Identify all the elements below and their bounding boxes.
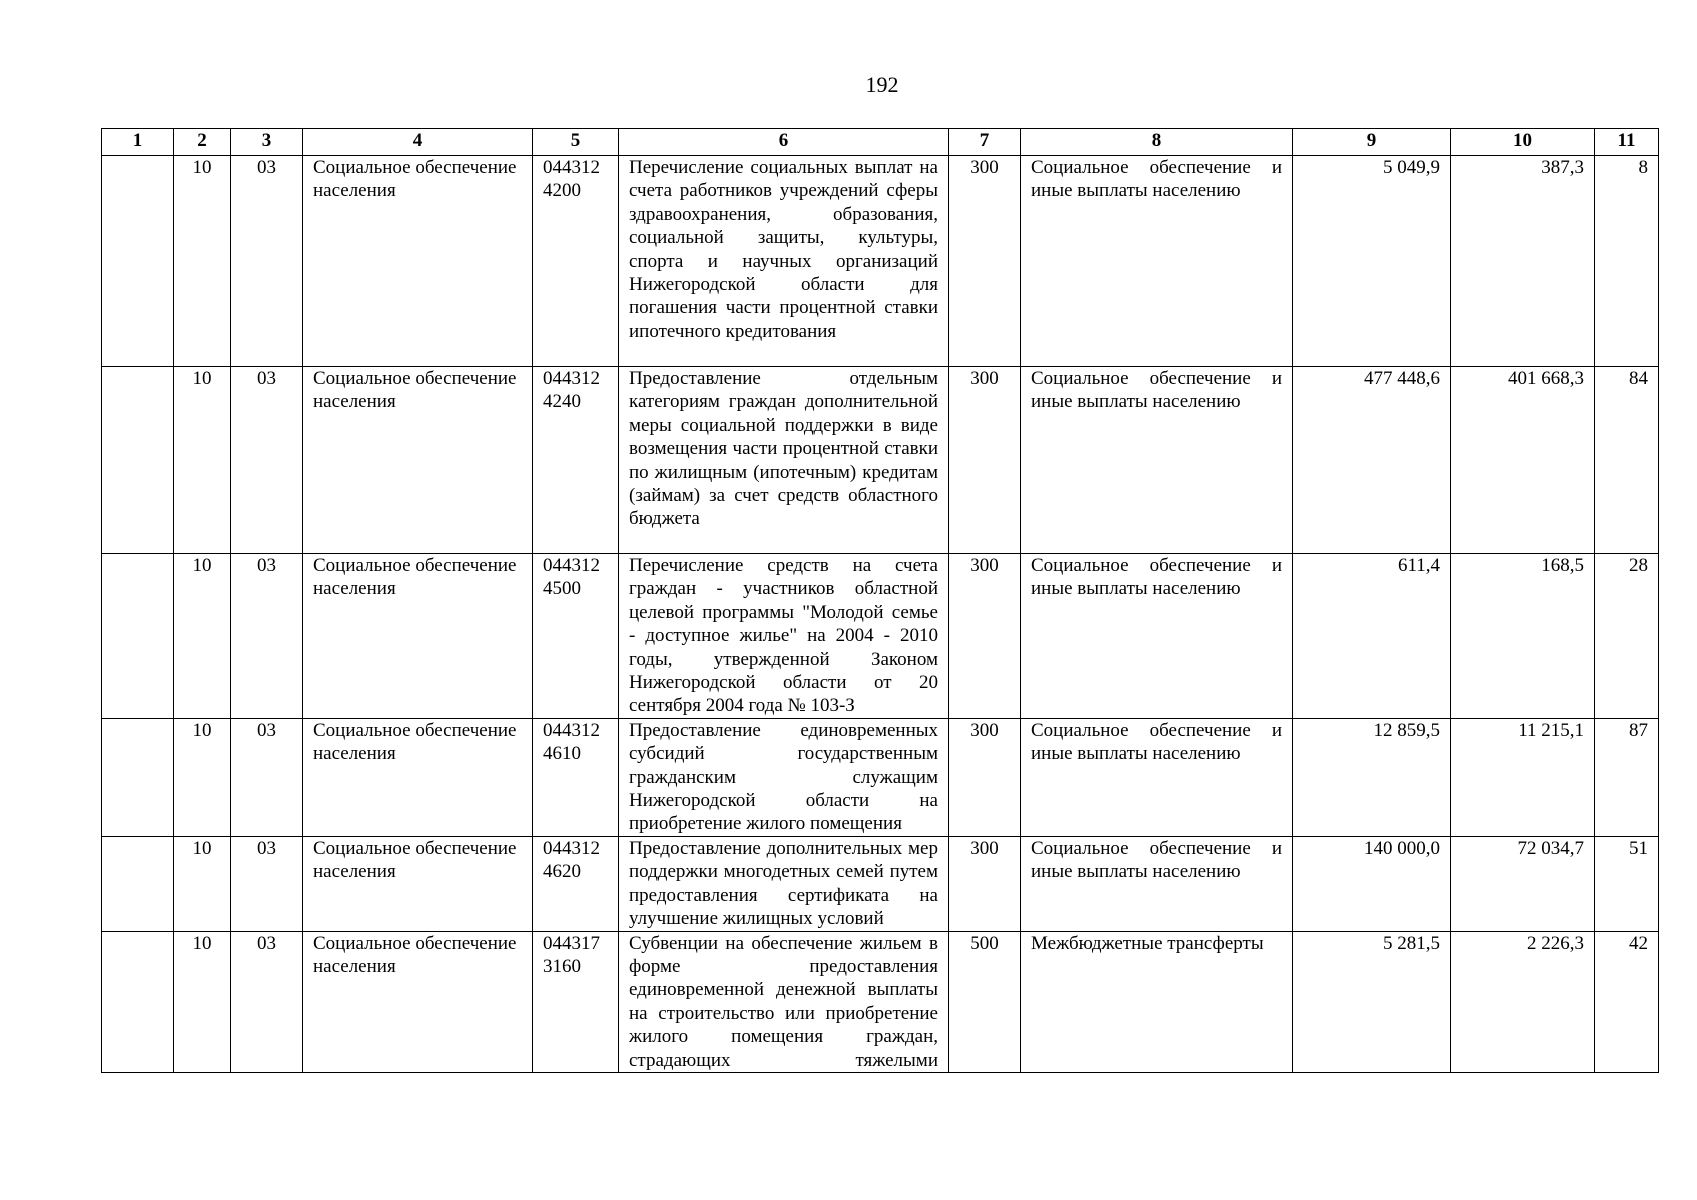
- cell-actual-amount: 72 034,7: [1451, 836, 1595, 931]
- table-row: [102, 836, 1659, 931]
- cell-expense-type-code: 500: [949, 931, 1021, 1072]
- cell-section: 10: [174, 931, 231, 1072]
- cell-expense-type-name: Межбюджетные трансферты: [1021, 931, 1293, 1072]
- header-col-8: 8: [1021, 129, 1293, 156]
- cell-subsection-name: Социальное обеспечение населения: [303, 554, 533, 719]
- cell-subsection-name: Социальное обеспечение населения: [303, 367, 533, 554]
- cell-plan-amount: 5 049,9: [1293, 156, 1451, 367]
- cell-plan-amount: 12 859,5: [1293, 718, 1451, 836]
- header-col-9: 9: [1293, 129, 1451, 156]
- cell-actual-amount: 11 215,1: [1451, 718, 1595, 836]
- cell-actual-amount: 168,5: [1451, 554, 1595, 719]
- cell-percent: 87: [1595, 718, 1659, 836]
- cell-subsection: 03: [231, 156, 303, 367]
- cell-subsection-name: Социальное обеспечение населения: [303, 931, 533, 1072]
- table-row: [102, 718, 1659, 836]
- cell-section: 10: [174, 718, 231, 836]
- cell-subsection-name: Социальное обеспечение населения: [303, 718, 533, 836]
- header-col-1: 1: [102, 129, 174, 156]
- cell-col-1: [102, 367, 174, 554]
- header-col-4: 4: [303, 129, 533, 156]
- cell-target-code: 044317 3160: [533, 931, 619, 1072]
- cell-target-name: Предоставление отдельным категориям граждан дополнительной меры социальной поддержки в виде возмещения части процентной ставки по жилищным (ипотечным) кредитам (займам) за счет средств областного бюджета: [619, 367, 949, 554]
- header-col-7: 7: [949, 129, 1021, 156]
- cell-target-code: 044312 4610: [533, 718, 619, 836]
- cell-target-name: Субвенции на обеспечение жильем в форме предоставления единовременной денежной выплаты на строительство или приобретение жилого помещения граждан, страдающих тяжелыми: [619, 931, 949, 1072]
- table-row: [102, 367, 1659, 554]
- cell-plan-amount: 140 000,0: [1293, 836, 1451, 931]
- table-row: [102, 554, 1659, 719]
- cell-plan-amount: 5 281,5: [1293, 931, 1451, 1072]
- cell-subsection-name: Социальное обеспечение населения: [303, 836, 533, 931]
- cell-col-1: [102, 931, 174, 1072]
- cell-subsection: 03: [231, 718, 303, 836]
- cell-col-1: [102, 554, 174, 719]
- cell-subsection-name: Социальное обеспечение населения: [303, 156, 533, 367]
- cell-section: 10: [174, 836, 231, 931]
- cell-percent: 28: [1595, 554, 1659, 719]
- cell-target-code: 044312 4500: [533, 554, 619, 719]
- cell-expense-type-name: Социальное обеспечение и иные выплаты населению: [1021, 554, 1293, 719]
- header-col-6: 6: [619, 129, 949, 156]
- header-col-2: 2: [174, 129, 231, 156]
- header-row: [102, 129, 1659, 156]
- cell-expense-type-name: Социальное обеспечение и иные выплаты населению: [1021, 836, 1293, 931]
- cell-section: 10: [174, 554, 231, 719]
- cell-subsection: 03: [231, 554, 303, 719]
- cell-expense-type-code: 300: [949, 554, 1021, 719]
- cell-target-name: Перечисление социальных выплат на счета работников учреждений сферы здравоохранения, образования, социальной защиты, культуры, спорта и научных организаций Нижегородской области для погашения части процентной ставки ипотечного кредитования: [619, 156, 949, 367]
- cell-section: 10: [174, 156, 231, 367]
- cell-percent: 51: [1595, 836, 1659, 931]
- cell-percent: 8: [1595, 156, 1659, 367]
- cell-actual-amount: 401 668,3: [1451, 367, 1595, 554]
- header-col-11: 11: [1595, 129, 1659, 156]
- budget-table: [101, 128, 1659, 1073]
- cell-col-1: [102, 718, 174, 836]
- cell-target-code: 044312 4620: [533, 836, 619, 931]
- cell-col-1: [102, 156, 174, 367]
- table-row: [102, 931, 1659, 1072]
- cell-percent: 42: [1595, 931, 1659, 1072]
- cell-expense-type-code: 300: [949, 156, 1021, 367]
- cell-expense-type-code: 300: [949, 367, 1021, 554]
- cell-expense-type-name: Социальное обеспечение и иные выплаты населению: [1021, 718, 1293, 836]
- cell-expense-type-code: 300: [949, 718, 1021, 836]
- header-col-10: 10: [1451, 129, 1595, 156]
- header-col-3: 3: [231, 129, 303, 156]
- header-col-5: 5: [533, 129, 619, 156]
- cell-plan-amount: 611,4: [1293, 554, 1451, 719]
- cell-section: 10: [174, 367, 231, 554]
- table-row: [102, 156, 1659, 367]
- cell-actual-amount: 2 226,3: [1451, 931, 1595, 1072]
- cell-target-name: Перечисление средств на счета граждан - участников областной целевой программы "Молодой семье - доступное жилье" на 2004 - 2010 годы, утвержденной Законом Нижегородской области от 20 сентября 2004 года № 103-З: [619, 554, 949, 719]
- cell-target-name: Предоставление единовременных субсидий государственным гражданским служащим Нижегородской области на приобретение жилого помещения: [619, 718, 949, 836]
- cell-target-name: Предоставление дополнительных мер поддержки многодетных семей путем предоставления сертификата на улучшение жилищных условий: [619, 836, 949, 931]
- cell-expense-type-code: 300: [949, 836, 1021, 931]
- cell-subsection: 03: [231, 931, 303, 1072]
- cell-percent: 84: [1595, 367, 1659, 554]
- cell-expense-type-name: Социальное обеспечение и иные выплаты населению: [1021, 367, 1293, 554]
- page-number: 192: [865, 72, 899, 97]
- cell-plan-amount: 477 448,6: [1293, 367, 1451, 554]
- cell-target-code: 044312 4240: [533, 367, 619, 554]
- cell-expense-type-name: Социальное обеспечение и иные выплаты населению: [1021, 156, 1293, 367]
- cell-subsection: 03: [231, 367, 303, 554]
- cell-actual-amount: 387,3: [1451, 156, 1595, 367]
- cell-col-1: [102, 836, 174, 931]
- cell-target-code: 044312 4200: [533, 156, 619, 367]
- cell-subsection: 03: [231, 836, 303, 931]
